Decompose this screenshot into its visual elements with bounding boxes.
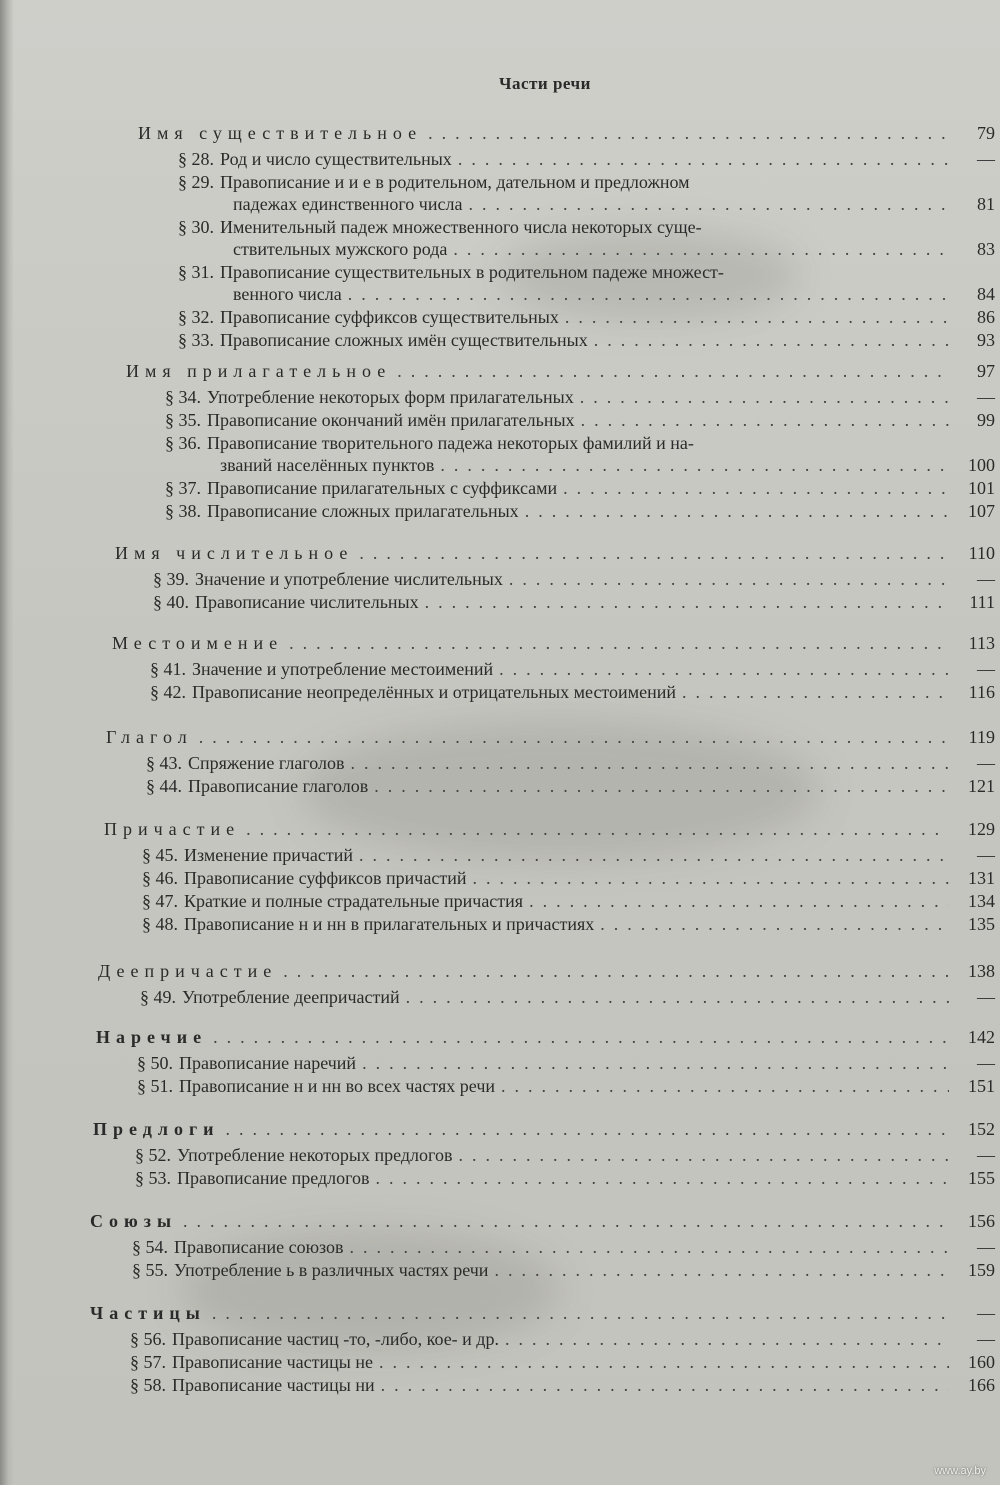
dot-leader [246,818,949,840]
toc-section-row [104,818,995,840]
toc-item-row [142,913,995,935]
item-title [142,844,353,866]
toc-item-row [137,1075,995,1097]
paragraph-number: § 50. [137,1053,173,1073]
dot-leader [565,306,949,328]
toc-section-row [126,360,995,382]
dot-leader [379,1351,949,1373]
item-title [178,216,702,238]
page-number: 142 [968,1027,995,1047]
page-number: 152 [968,1119,995,1139]
paragraph-number: § 28. [178,149,214,169]
toc-item-row [178,329,995,351]
dot-leader [199,726,949,748]
page-number: 97 [977,361,995,381]
paragraph-number: § 34. [165,387,201,407]
toc-section-row [90,1210,995,1232]
item-title [233,193,462,215]
item-title [165,432,694,454]
toc-item-row [130,1374,995,1396]
page-number: 101 [968,478,995,498]
section-title [93,1118,220,1140]
entry-text: Значение и употребление местоимений [192,659,494,679]
page-number: — [977,149,995,169]
toc-item-row [132,1236,995,1258]
toc-item-row [142,867,995,889]
item-title [153,591,419,613]
page-number: 86 [977,307,995,327]
page-number: — [977,753,995,773]
page-number: — [977,987,995,1007]
dot-leader [362,1052,949,1074]
entry-text: Род и число существительных [220,149,452,169]
toc-item-row [130,1351,995,1373]
dot-leader [468,193,949,215]
dot-leader [376,1167,949,1189]
page-number: 110 [968,543,995,563]
toc-section-row [115,542,995,564]
item-title [130,1328,499,1350]
entry-text: Употребление ь в различных частях речи [174,1260,489,1280]
entry-text: венного числа [233,284,342,304]
item-title [153,568,503,590]
item-title [220,454,434,476]
toc-section-row [90,1302,995,1324]
item-title [137,1075,495,1097]
dot-leader [183,1210,949,1232]
dot-leader [283,960,949,982]
entry-text: Причастие [104,819,241,839]
page-number: — [977,845,995,865]
toc-item-row [165,477,995,499]
paragraph-number: § 41. [150,659,186,679]
entry-text: Частицы [90,1303,206,1323]
page-number: 121 [968,776,995,796]
entry-text: Имя прилагательное [126,361,392,381]
page-number: 83 [977,239,995,259]
dot-leader [458,1144,949,1166]
dot-leader [529,890,949,912]
entry-text: Употребление некоторых предлогов [177,1145,453,1165]
item-title [165,409,575,431]
entry-text: Спряжение глаголов [188,753,345,773]
item-title [178,148,452,170]
entry-text: Правописание н и нн во всех частях речи [179,1076,496,1096]
dot-leader [501,1075,949,1097]
section-title [90,1302,206,1324]
entry-text: Правописание неопределённых и отрицательных местоимений [192,682,676,702]
entry-text: Правописание частицы не [172,1352,373,1372]
dot-leader [580,386,949,408]
entry-text: Правописание наречий [179,1053,357,1073]
dot-leader [600,913,949,935]
item-title [178,329,588,351]
item-title [146,775,368,797]
paragraph-number: § 54. [132,1237,168,1257]
page-number: 131 [968,868,995,888]
item-title [132,1236,344,1258]
item-title [150,658,493,680]
dot-leader [397,360,949,382]
paragraph-number: § 55. [132,1260,168,1280]
paragraph-number: § 44. [146,776,182,796]
page-number: 166 [968,1375,995,1395]
paragraph-number: § 35. [165,410,201,430]
dot-leader [458,148,949,170]
page-number: 151 [968,1076,995,1096]
entry-text: Правописание глаголов [188,776,369,796]
item-title [140,986,400,1008]
entry-text: ствительных мужского рода [233,239,448,259]
item-title [135,1144,452,1166]
item-title [165,500,519,522]
section-title [90,1210,177,1232]
item-title [142,913,594,935]
toc-item-row [233,193,995,215]
toc-item-row [150,681,995,703]
item-title [233,283,342,305]
section-title [138,122,422,144]
page-number: 119 [968,727,995,747]
item-title [178,171,690,193]
paragraph-number: § 46. [142,868,178,888]
item-title [165,477,557,499]
item-title [165,386,574,408]
entry-text: Имя числительное [115,543,354,563]
dot-leader [381,1374,949,1396]
section-title [96,1026,207,1048]
entry-text: Правописание сложных имён существительных [220,330,588,350]
toc-item-row [233,238,995,260]
item-title [146,752,344,774]
dot-leader [348,283,949,305]
paragraph-number: § 47. [142,891,178,911]
item-title [178,306,559,328]
entry-text: Правописание суффиксов существительных [220,307,559,327]
entry-text: Глагол [106,727,193,747]
dot-leader [581,409,949,431]
toc-item-row [178,171,955,193]
entry-text: Наречие [96,1027,208,1047]
watermark: www.ay.by [934,1465,986,1477]
page-edge [0,0,14,1485]
dot-leader [472,867,949,889]
paragraph-number: § 43. [146,753,182,773]
dot-leader [509,568,949,590]
entry-text: Правописание частиц -то, -либо, кое- и др. [172,1329,499,1349]
page-number: 160 [968,1352,995,1372]
paragraph-number: § 51. [137,1076,173,1096]
page-number: 138 [968,961,995,981]
page-number: — [977,659,995,679]
page-number: 134 [968,891,995,911]
toc-item-row [142,890,995,912]
item-title [137,1052,356,1074]
item-title [130,1351,373,1373]
dot-leader [505,1328,949,1350]
page-number: 129 [968,819,995,839]
paragraph-number: § 53. [135,1168,171,1188]
toc-section-row [112,632,995,654]
page-number: 107 [968,501,995,521]
dot-leader [494,1259,949,1281]
item-title [142,890,523,912]
item-title [130,1374,375,1396]
toc-item-row [132,1259,995,1281]
toc-item-row [165,432,955,454]
page-number: 79 [977,123,995,143]
entry-text: Правописание числительных [195,592,419,612]
toc-item-row [135,1167,995,1189]
page-number: — [977,1237,995,1257]
page-number: 155 [968,1168,995,1188]
dot-leader [425,591,949,613]
entry-text: Деепричастие [98,961,278,981]
entry-text: Правописание прилагательных с суффиксами [207,478,558,498]
entry-text: Употребление некоторых форм прилагательных [207,387,574,407]
page-number: — [977,1053,995,1073]
dot-leader [226,1118,949,1140]
section-title [126,360,391,382]
toc-item-row [135,1144,995,1166]
page-number: 156 [968,1211,995,1231]
toc-item-row [130,1328,995,1350]
paragraph-number: § 38. [165,501,201,521]
toc-item-row [150,658,995,680]
paragraph-number: § 40. [153,592,189,612]
toc-item-row [142,844,995,866]
page-number: 100 [968,455,995,475]
entry-text: Правописание окончаний имён прилагательных [207,410,575,430]
toc-item-row [178,216,955,238]
page-number: 111 [969,592,995,612]
dot-leader [682,681,949,703]
entry-text: Местоимение [112,633,284,653]
entry-text: Значение и употребление числительных [195,569,503,589]
entry-text: Правописание творительного падежа некоторых фамилий и на- [207,433,694,453]
page-number: 135 [968,914,995,934]
entry-text: Правописание существительных в родительном падеже множест- [220,262,724,282]
entry-text: Правописание н и нн в прилагательных и причастиях [184,914,595,934]
section-title [112,632,283,654]
page-number: 84 [977,284,995,304]
paragraph-number: § 48. [142,914,178,934]
dot-leader [525,500,949,522]
page-number: 81 [977,194,995,214]
section-title [104,818,240,840]
dot-leader [212,1302,949,1324]
toc-item-row [220,454,995,476]
paragraph-number: § 30. [178,217,214,237]
entry-text: Союзы [90,1211,178,1231]
toc-section-row [106,726,995,748]
paragraph-number: § 32. [178,307,214,327]
toc-item-row [146,752,995,774]
dot-leader [499,658,949,680]
item-title [178,261,724,283]
toc-item-row [165,409,995,431]
item-title [233,238,447,260]
entry-text: Имя существительное [138,123,423,143]
entry-text: Правописание частицы ни [172,1375,375,1395]
dot-leader [350,752,949,774]
paragraph-number: § 36. [165,433,201,453]
entry-text: Именительный падеж множественного числа некоторых суще- [220,217,702,237]
paragraph-number: § 49. [140,987,176,1007]
toc-item-row [178,148,995,170]
dot-leader [289,632,949,654]
page-number: 113 [968,633,995,653]
entry-text: Правописание сложных прилагательных [207,501,519,521]
section-title [115,542,353,564]
toc-item-row [140,986,995,1008]
paragraph-number: § 37. [165,478,201,498]
page-number: 93 [977,330,995,350]
page-number: 159 [968,1260,995,1280]
dot-leader [374,775,949,797]
paragraph-number: § 42. [150,682,186,702]
dot-leader [406,986,949,1008]
entry-text: падежах единственного числа [233,194,463,214]
toc-section-row [138,122,995,144]
toc-item-row [137,1052,995,1074]
paragraph-number: § 29. [178,172,214,192]
toc-item-row [146,775,995,797]
page-number: — [977,569,995,589]
entry-text: званий населённых пунктов [220,455,435,475]
paragraph-number: § 57. [130,1352,166,1372]
dot-leader [594,329,949,351]
dot-leader [359,844,949,866]
page-number: 116 [968,682,995,702]
paragraph-number: § 58. [130,1375,166,1395]
dot-leader [350,1236,949,1258]
toc-item-row [233,283,995,305]
item-title [142,867,466,889]
entry-text: Правописание предлогов [177,1168,370,1188]
paragraph-number: § 39. [153,569,189,589]
entry-text: Правописание союзов [174,1237,344,1257]
item-title [132,1259,488,1281]
entry-text: Правописание и и е в родительном, дательном и предложном [220,172,690,192]
toc-section-row [98,960,995,982]
toc-section-row [93,1118,995,1140]
page-number: — [977,1145,995,1165]
section-title [98,960,277,982]
dot-leader [428,122,949,144]
entry-text: Предлоги [93,1119,220,1139]
entry-text: Краткие и полные страдательные причастия [184,891,524,911]
toc-item-row [153,591,995,613]
dot-leader [440,454,949,476]
paragraph-number: § 56. [130,1329,166,1349]
page-number: — [977,1329,995,1349]
toc-item-row [165,386,995,408]
section-title [106,726,193,748]
entry-text: Правописание суффиксов причастий [184,868,467,888]
page-number: 99 [977,410,995,430]
toc-item-row [165,500,995,522]
entry-text: Изменение причастий [184,845,354,865]
item-title [135,1167,370,1189]
entry-text: Употребление деепричастий [182,987,400,1007]
dot-leader [453,238,949,260]
page-number: — [977,1303,995,1323]
paragraph-number: § 31. [178,262,214,282]
item-title [150,681,676,703]
dot-leader [563,477,949,499]
paragraph-number: § 52. [135,1145,171,1165]
paragraph-number: § 45. [142,845,178,865]
dot-leader [359,542,949,564]
toc-item-row [178,261,955,283]
toc-item-row [153,568,995,590]
page-number: — [977,387,995,407]
page-heading: Части речи [499,74,591,93]
toc-item-row [178,306,995,328]
paragraph-number: § 33. [178,330,214,350]
toc-section-row [96,1026,995,1048]
dot-leader [213,1026,949,1048]
